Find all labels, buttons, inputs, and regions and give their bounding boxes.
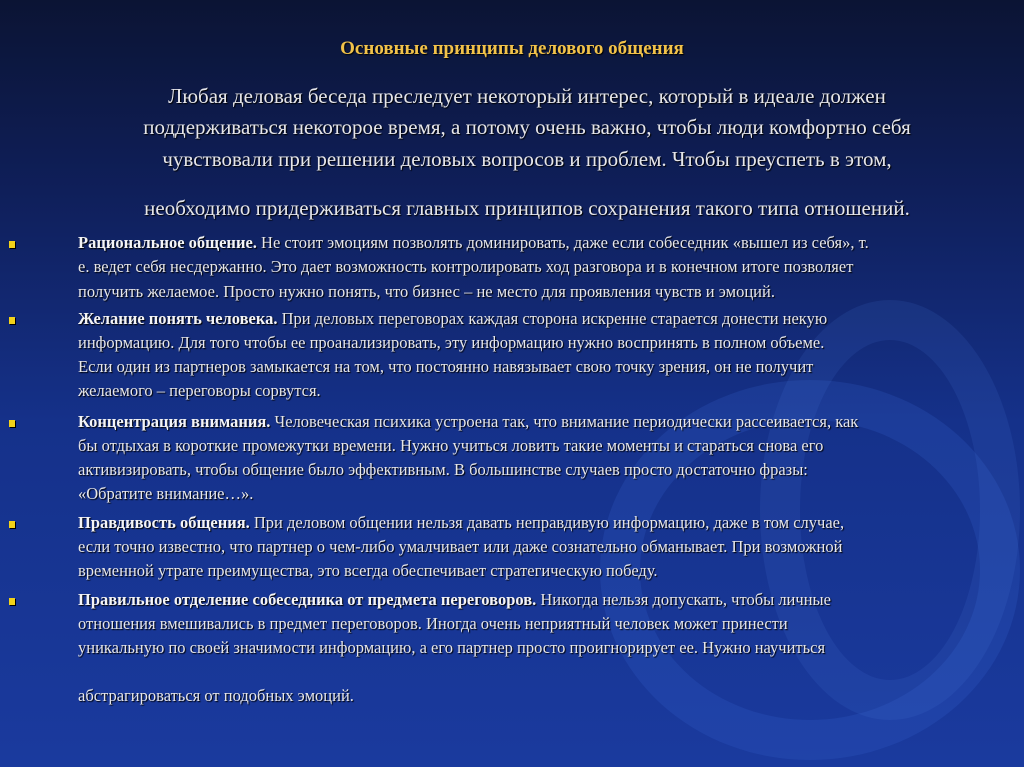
bullet-text: абстрагироваться от подобных эмоций.: [78, 686, 354, 705]
bullet-marker-icon: [9, 241, 15, 248]
bullet-text: желаемого – переговоры сорвутся.: [78, 381, 321, 400]
bullet-text: Если один из партнеров замыкается на том, что постоянно навязывает свою точку зрения, он не получит: [78, 357, 814, 376]
intro-line: чувствовали при решении деловых вопросов и проблем. Чтобы преуспеть в этом,: [162, 147, 892, 171]
bullet-text: Никогда нельзя допускать, чтобы личные: [536, 590, 831, 609]
bullet-marker-icon: [9, 420, 15, 427]
bullet-text: Человеческая психика устроена так, что внимание периодически рассеивается, как: [270, 412, 859, 431]
bullet-text: При деловом общении нельзя давать неправдивую информацию, даже в том случае,: [249, 513, 845, 532]
bullet-lead: Правильное отделение собеседника от предмета переговоров.: [78, 590, 537, 609]
intro-line: поддерживаться некоторое время, а потому очень важно, чтобы люди комфортно себя: [143, 115, 911, 139]
bullet-text: если точно известно, что партнер о чем-либо умалчивает или даже сознательно обманывает. При возможной: [78, 537, 843, 556]
bullet-lead: Концентрация внимания.: [78, 412, 271, 431]
bullet-marker-icon: [9, 317, 15, 324]
bullet-text: информацию. Для того чтобы ее проанализировать, эту информацию нужно воспринять в полном объеме.: [78, 333, 825, 352]
bullet-text: е. ведет себя несдержанно. Это дает возможность контролировать ход разговора и в конечном итоге позволяет: [78, 257, 854, 276]
bullet-text: «Обратите внимание…».: [78, 484, 254, 503]
bullet-lead: Правдивость общения.: [78, 513, 250, 532]
bullet-text: При деловых переговорах каждая сторона искренне старается донести некую: [277, 309, 828, 328]
bullet-text: получить желаемое. Просто нужно понять, что бизнес – не место для проявления чувств и эмоций.: [78, 282, 775, 301]
bullet-text: отношения вмешивались в предмет переговоров. Иногда очень неприятный человек может принести: [78, 614, 788, 633]
intro-line: необходимо придерживаться главных принципов сохранения такого типа отношений.: [144, 196, 910, 220]
bullet-text: уникальную по своей значимости информацию, а его партнер просто проигнорирует ее. Нужно научиться: [78, 638, 826, 657]
bullet-lead: Желание понять человека.: [78, 309, 278, 328]
bullet-text: Не стоит эмоциям позволять доминировать, даже если собеседник «вышел из себя», т.: [256, 233, 869, 252]
slide-title: Основные принципы делового общения: [340, 38, 684, 59]
bullet-marker-icon: [9, 521, 15, 528]
bullet-text: бы отдыхая в короткие промежутки времени. Нужно учиться ловить такие моменты и стараться снова его: [78, 436, 824, 455]
bullet-marker-icon: [9, 598, 15, 605]
bullet-lead: Рациональное общение.: [78, 233, 257, 252]
intro-line: Любая деловая беседа преследует некоторый интерес, который в идеале должен: [168, 84, 886, 108]
bullet-text: активизировать, чтобы общение было эффективным. В большинстве случаев просто достаточно фразы:: [78, 460, 808, 479]
bullet-text: временной утрате преимущества, это всегда обеспечивает стратегическую победу.: [78, 561, 658, 580]
